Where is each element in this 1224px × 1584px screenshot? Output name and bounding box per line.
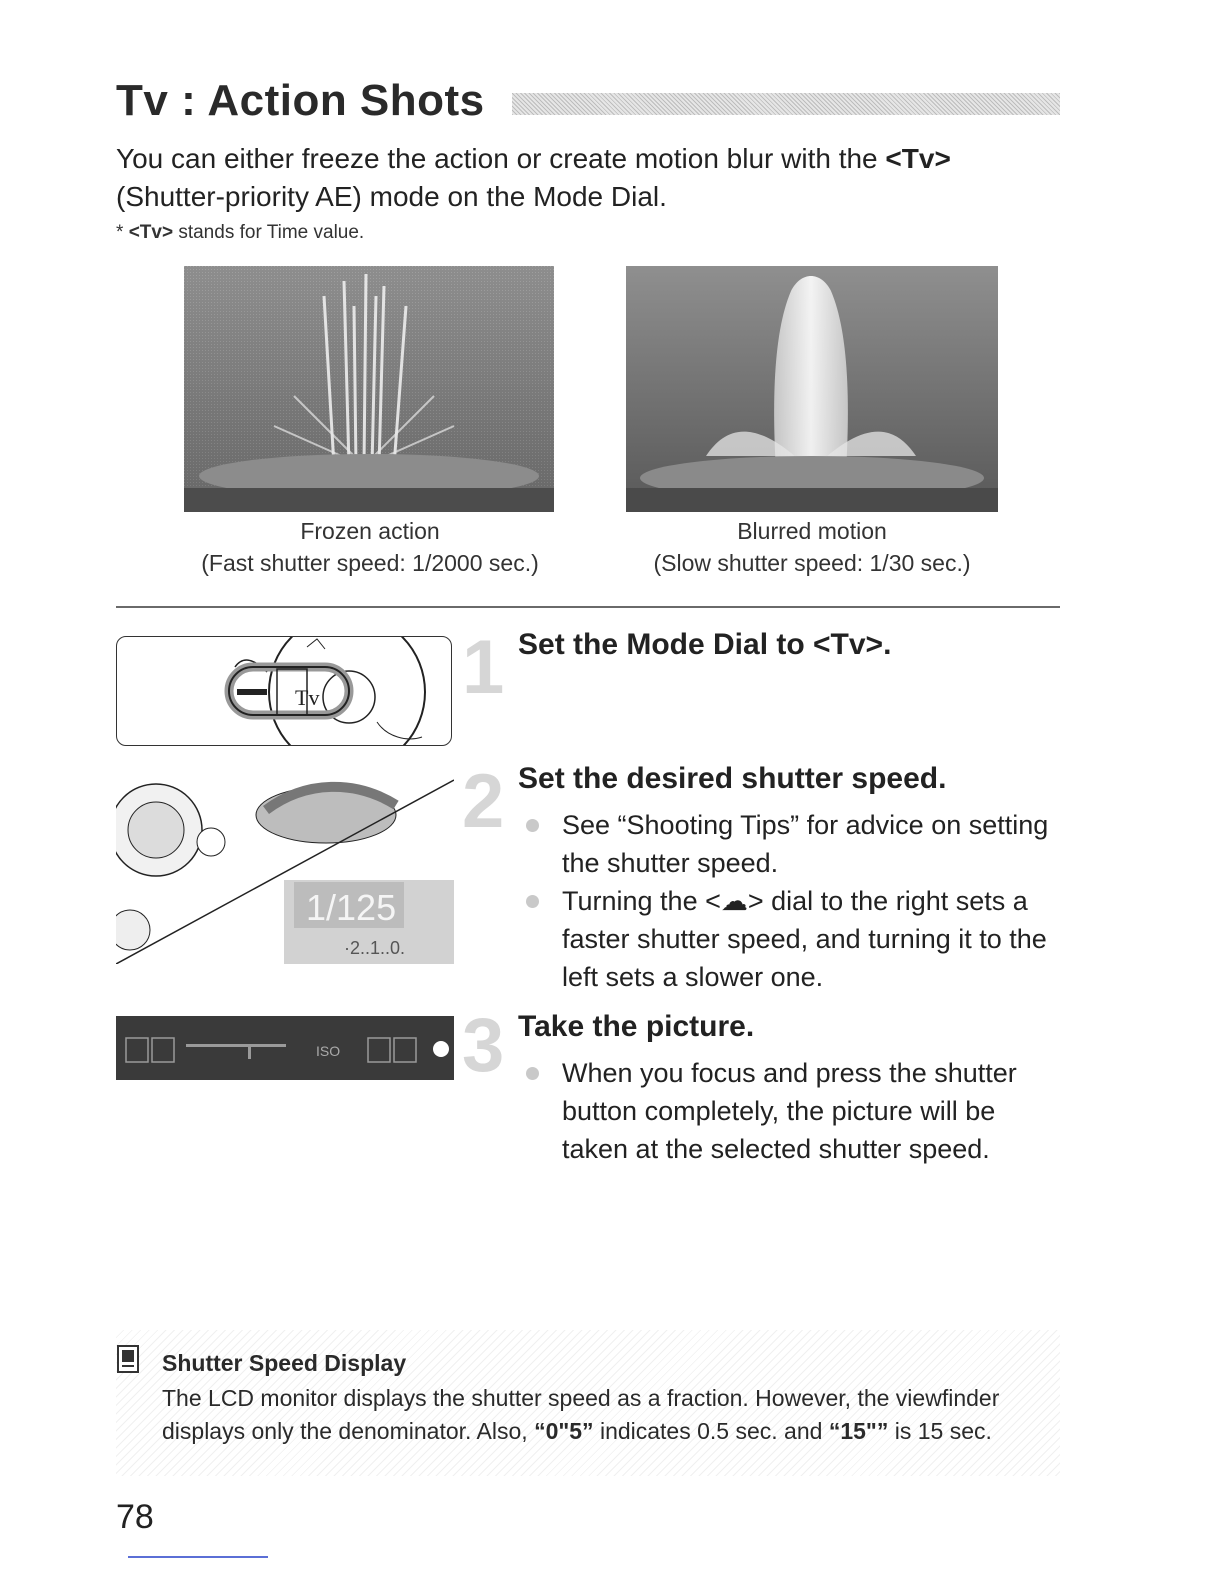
list-item: Turning the <☁> dial to the right sets a faster shutter speed, and turning it to the left sets a slower one. (518, 882, 1058, 996)
intro-text-post: (Shutter-priority AE) mode on the Mode Dial. (116, 181, 667, 212)
bullet-icon (526, 895, 539, 908)
bottom-link-underline (128, 1556, 268, 1558)
blurred-caption (592, 515, 1032, 579)
dial-tv-label: Tv (295, 685, 320, 710)
step-3-title: Take the picture. (518, 1010, 755, 1043)
blurred-motion-photo (626, 266, 998, 512)
step-1-title: Set the Mode Dial to <Tv>. (518, 628, 892, 661)
frozen-caption-detail: (Fast shutter speed: 1/2000 sec.) (201, 550, 539, 576)
step-2-bullets (518, 806, 1058, 996)
step-2-number: 2 (462, 759, 505, 844)
viewfinder-display-illustration (116, 1016, 454, 1080)
title-separator: : (168, 76, 208, 125)
title-text: Action Shots (207, 76, 485, 125)
intro-mode: <Tv> (885, 143, 951, 174)
footnote-marker: * (116, 222, 129, 243)
main-dial-illustration (116, 770, 454, 964)
mode-dial-illustration (116, 636, 452, 746)
list-item: When you focus and press the shutter button completely, the picture will be taken at the selected shutter speed. (518, 1054, 1058, 1168)
vf-iso-label: ISO (316, 1043, 341, 1059)
note-text: The LCD monitor displays the shutter speed as a fraction. However, the viewfinder displays only the denominator. Also, “0"5” indicates 0.5 sec. and “15"” is 15 sec. (162, 1385, 1000, 1444)
bullet-icon (526, 1067, 539, 1080)
title-mode: Tv (116, 76, 169, 125)
bullet-icon (526, 819, 539, 832)
footnote-mode: <Tv> (128, 222, 174, 243)
step-1-number: 1 (462, 625, 505, 710)
section-divider (116, 606, 1060, 608)
page-title (116, 76, 485, 126)
intro-paragraph (116, 140, 1066, 216)
step-3-number: 3 (462, 1003, 505, 1088)
blurred-caption-detail: (Slow shutter speed: 1/30 sec.) (653, 550, 971, 576)
step-3-bullets (518, 1054, 1058, 1168)
frozen-caption (150, 515, 590, 579)
list-item: See “Shooting Tips” for advice on setting the shutter speed. (518, 806, 1058, 882)
footnote-text: stands for Time value. (173, 222, 365, 243)
intro-text-pre: You can either freeze the action or create motion blur with the (116, 143, 886, 174)
title-decor-bar (512, 93, 1060, 115)
note-icon (116, 1344, 142, 1374)
frozen-caption-title: Frozen action (300, 518, 440, 544)
frozen-action-photo (184, 266, 554, 512)
lcd-exposure-scale: ·2..1..0. (344, 938, 406, 958)
footnote (116, 222, 364, 244)
step-2-title: Set the desired shutter speed. (518, 762, 947, 795)
page-number: 78 (116, 1498, 154, 1536)
blurred-caption-title: Blurred motion (737, 518, 887, 544)
lcd-shutter-value: 1/125 (306, 887, 397, 928)
note-title: Shutter Speed Display (162, 1350, 407, 1376)
